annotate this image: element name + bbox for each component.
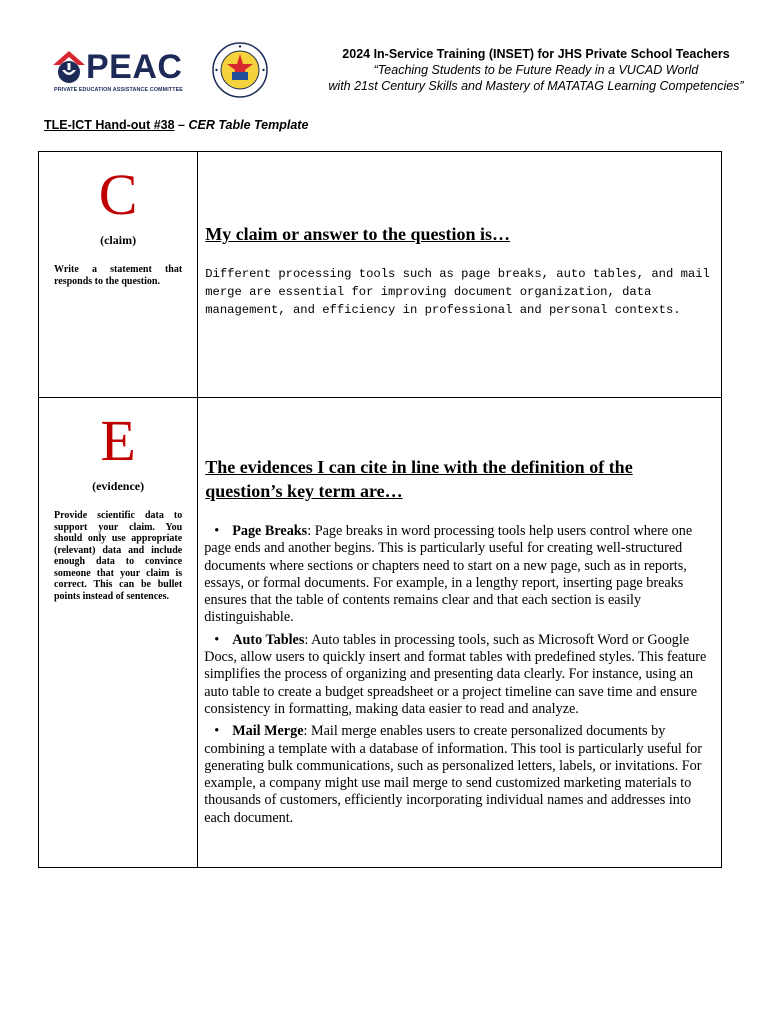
- handout-name: CER Table Template: [188, 118, 309, 132]
- handout-title: [44, 118, 308, 132]
- bullet-icon: •: [214, 723, 220, 740]
- cer-table: [38, 151, 722, 868]
- training-theme-line1: “Teaching Students to be Future Ready in a VUCAD World: [373, 63, 699, 77]
- handout-label: TLE-ICT Hand-out #38: [44, 118, 175, 132]
- bullet-icon: •: [214, 523, 220, 539]
- peac-emblem-icon: [52, 50, 86, 84]
- training-title-block: [316, 46, 756, 94]
- evidence-text: : Auto tables in processing tools, such as Microsoft Word or Google Docs, allow users to quickly insert and format tables with predefined styles. This feature simplifies the process of organizing and presenting data clearly. For instance, using an auto table to create a budget spreadsheet or a project timeline can save time and ensure consistency in formatting, making data easier to read and analyze.: [204, 631, 707, 717]
- evidence-label: (evidence): [92, 479, 145, 493]
- claim-content-cell: [198, 152, 722, 398]
- evidence-letter: E: [100, 408, 136, 473]
- page-header: [52, 40, 756, 110]
- claim-label: (claim): [100, 233, 137, 247]
- claim-row: [39, 152, 722, 398]
- training-title: 2024 In-Service Training (INSET) for JHS Private School Teachers: [342, 47, 730, 61]
- peac-wordmark: PEAC: [86, 48, 183, 86]
- evidence-row: [39, 398, 722, 868]
- evidence-item-page-breaks: [204, 523, 716, 627]
- evidence-item-auto-tables: [204, 632, 716, 718]
- bullet-icon: •: [214, 631, 220, 648]
- evidence-text: : Page breaks in word processing tools help users control where one page ends and another begins. This is particularly useful for creating well-structured documents where sections or chapters need to start on a new page, such as in reports, essays, or formal documents. For example, in a lengthy report, inserting page breaks ensures that the table of contents remains clear and that each section is easily distinguishable.: [204, 523, 693, 626]
- evidence-content-cell: [198, 398, 722, 868]
- training-theme-line2: with 21st Century Skills and Mastery of MATATAG Learning Competencies”: [328, 79, 744, 93]
- claim-letter: C: [98, 162, 138, 227]
- evidence-label-cell: [39, 398, 198, 868]
- evidence-instruction: Provide scientific data to support your claim. You should only use appropriate (relevant) data and include enough data to convince someone that your claim is correct. This can be bullet points instead of sentences.: [54, 510, 183, 602]
- deped-seal-icon: [212, 42, 268, 98]
- evidence-list: [204, 523, 716, 827]
- evidence-term: Auto Tables: [232, 631, 305, 648]
- evidence-text: : Mail merge enables users to create personalized documents by combining a template with a database of information. This tool is particularly useful for generating bulk communications, such as personalized letters, labels, or invitations. For example, a company might use mail merge to send customized marketing materials to thousands of customers, efficiently incorporating individual names and addresses into each document.: [204, 723, 702, 826]
- evidence-term: Page Breaks: [232, 523, 308, 539]
- evidence-item-mail-merge: [204, 723, 716, 827]
- evidence-heading: The evidences I can cite in line with the definition of the question’s key term are…: [205, 457, 633, 501]
- claim-instruction: Write a statement that responds to the question.: [54, 264, 183, 287]
- claim-label-cell: [39, 152, 198, 398]
- claim-heading: My claim or answer to the question is…: [205, 224, 511, 244]
- handout-dash: –: [174, 118, 189, 132]
- peac-logo: [52, 48, 202, 98]
- evidence-term: Mail Merge: [232, 723, 304, 740]
- peac-subtitle: PRIVATE EDUCATION ASSISTANCE COMMITTEE: [54, 87, 183, 93]
- claim-text: Different processing tools such as page breaks, auto tables, and mail merge are essential for improving document organization, data management, and efficiency in professional and personal contexts.: [205, 267, 710, 317]
